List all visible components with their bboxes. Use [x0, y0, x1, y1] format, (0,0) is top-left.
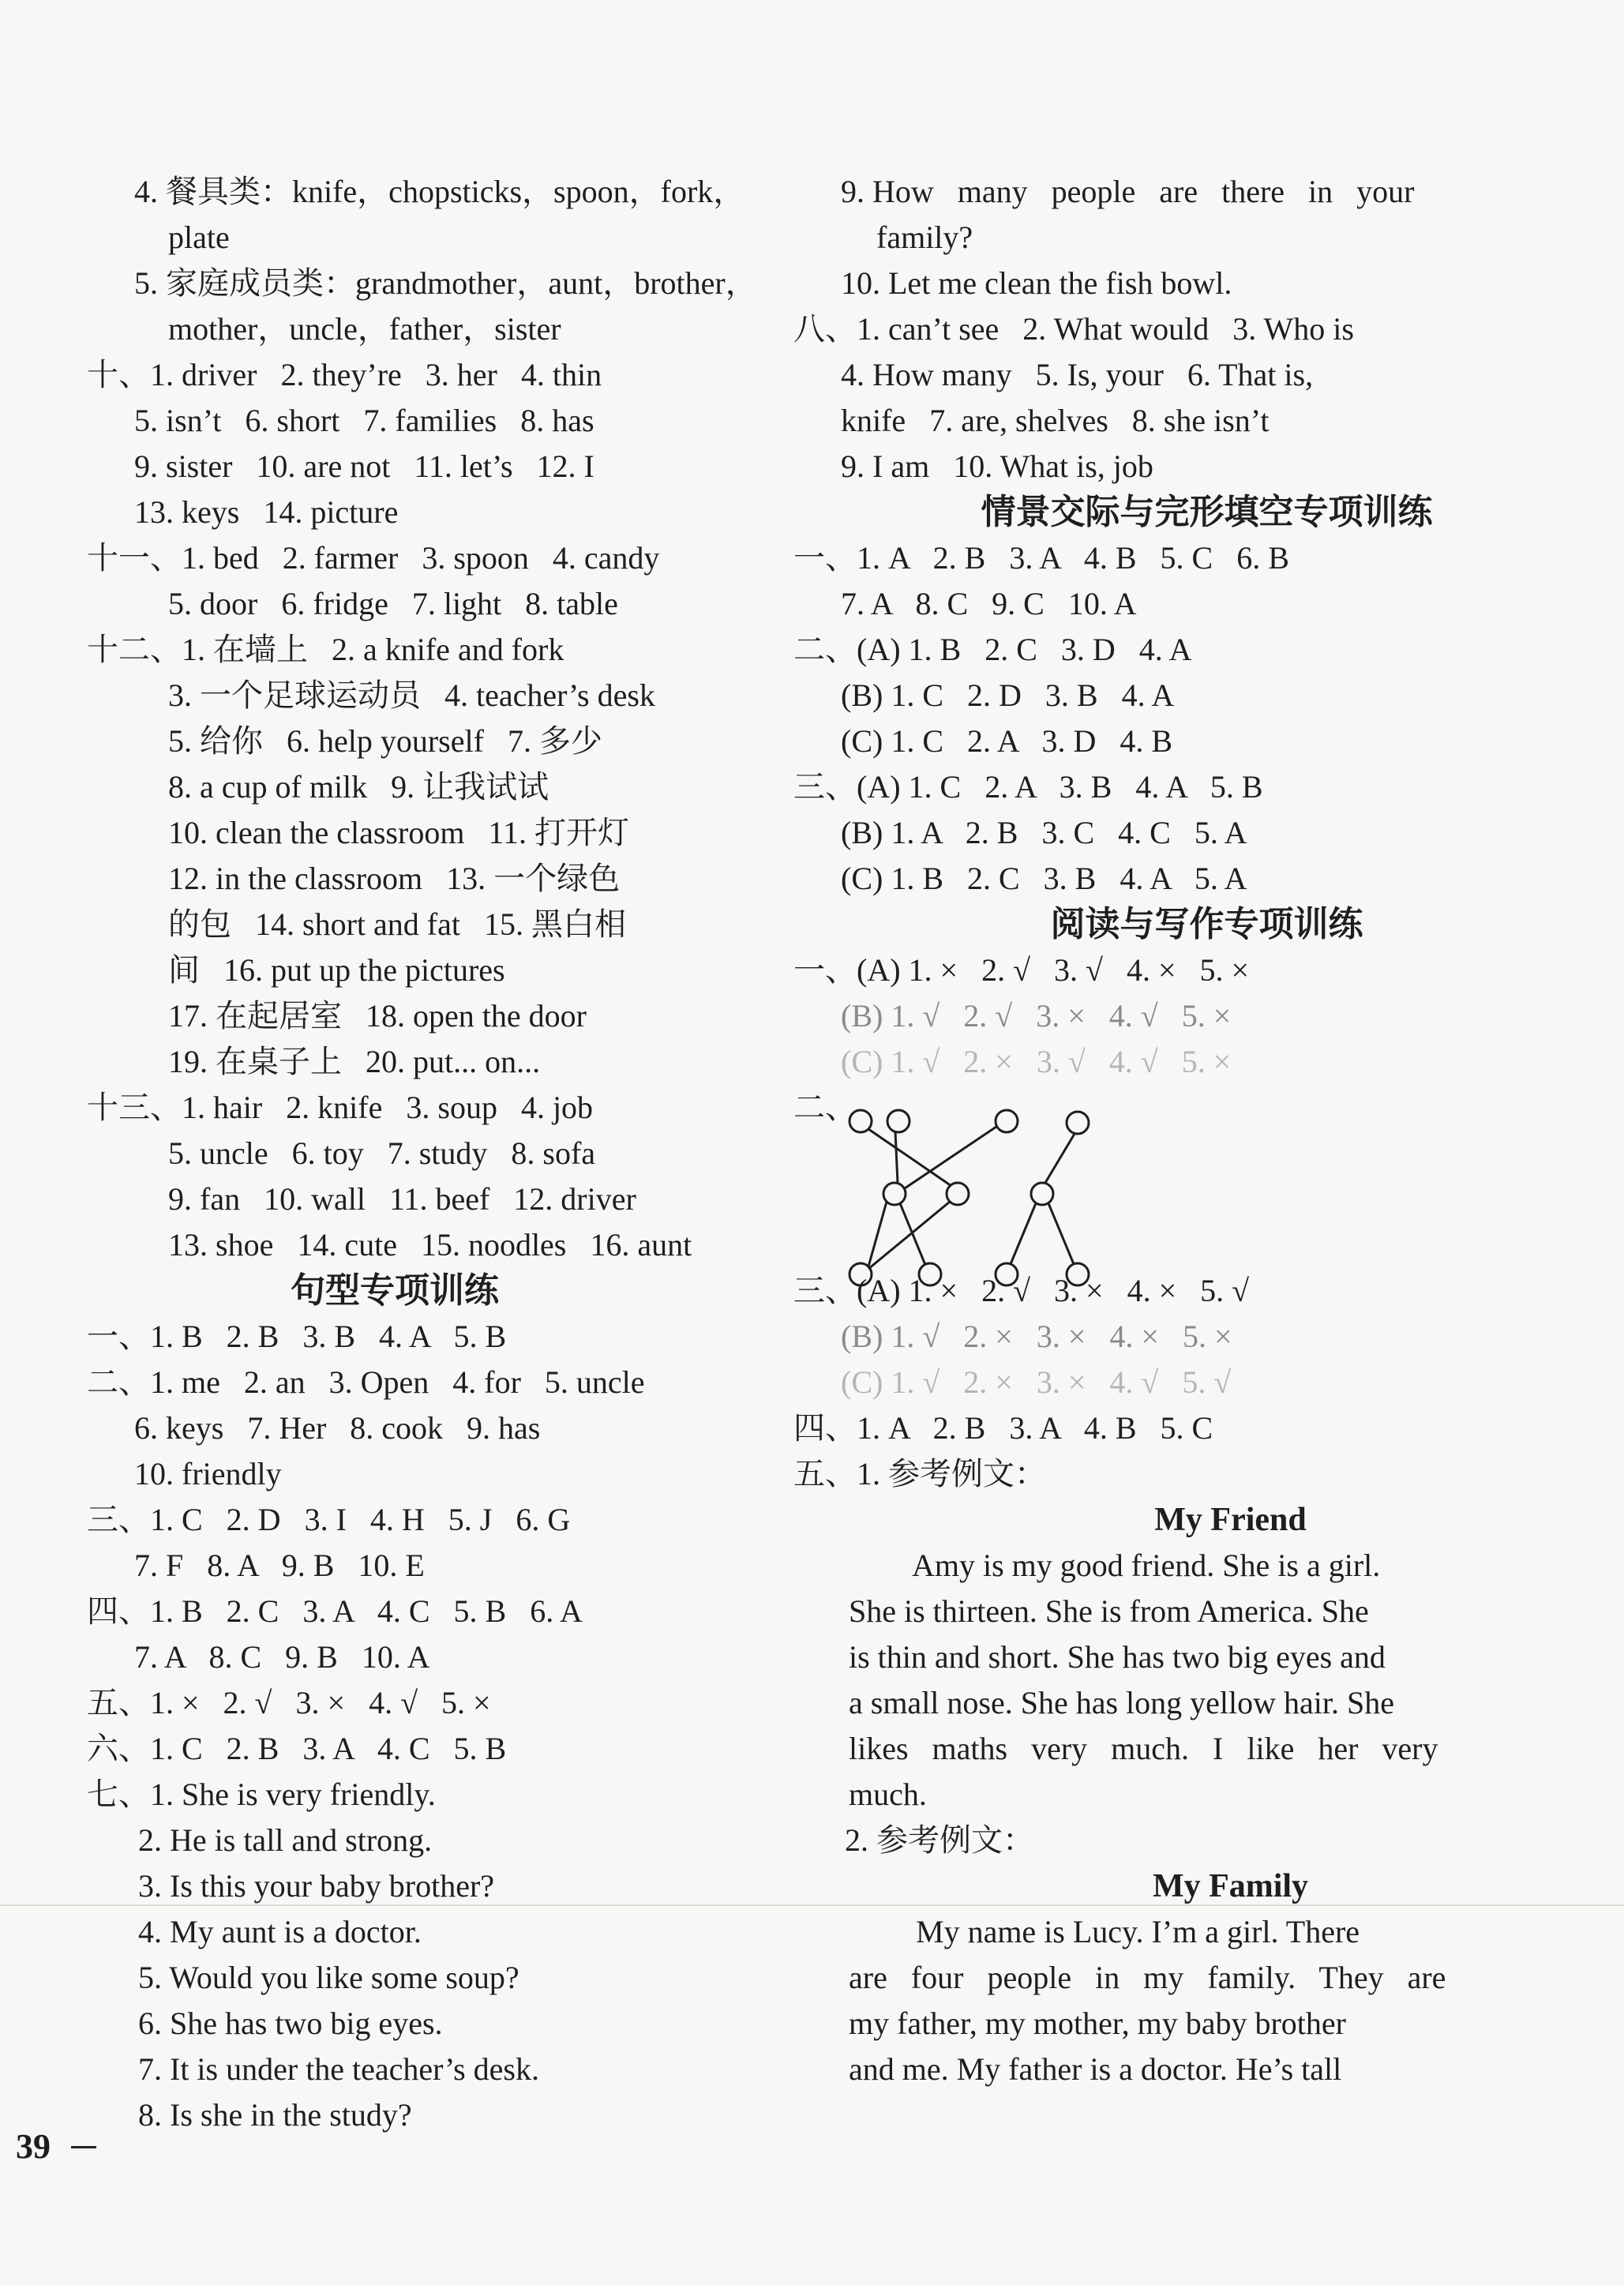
answer-line: 十一、1. bed 2. farmer 3. spoon 4. candy	[87, 540, 660, 576]
answer-line: 7. F 8. A 9. B 10. E	[134, 1548, 425, 1583]
answer-line: 三、(A) 1. × 2. √ 3. × 4. × 5. √	[793, 1273, 1250, 1308]
diagram-node	[887, 1110, 910, 1132]
answer-line: family?	[876, 219, 973, 255]
essay-title: My Friend	[1154, 1502, 1307, 1538]
answer-line: (C) 1. B 2. C 3. B 4. A 5. A	[841, 861, 1247, 896]
answer-line: Amy is my good friend. She is a girl.	[912, 1548, 1381, 1583]
matching-diagram	[797, 1105, 1145, 1295]
answer-line: are four people in my family. They are	[849, 1960, 1446, 1995]
answer-line: (C) 1. C 2. A 3. D 4. B	[841, 723, 1173, 759]
answer-line: 六、1. C 2. B 3. A 4. C 5. B	[87, 1731, 507, 1766]
answer-line: 一、1. A 2. B 3. A 4. B 5. C 6. B	[793, 540, 1289, 576]
answer-line: 5. 家庭成员类：grandmother，aunt，brother，	[134, 265, 757, 301]
answer-line: (B) 1. √ 2. √ 3. × 4. √ 5. ×	[841, 998, 1232, 1034]
diagram-node	[919, 1263, 941, 1285]
answer-line: 4. 餐具类：knife，chopsticks，spoon，fork，	[134, 174, 745, 209]
diagram-link	[900, 1203, 925, 1265]
diagram-link	[1048, 1203, 1074, 1264]
section-heading: 阅读与写作专项训练	[1050, 904, 1363, 944]
diagram-node	[996, 1110, 1018, 1132]
answer-line: 七、1. She is very friendly.	[87, 1777, 436, 1812]
answer-line: 4. How many 5. Is, your 6. That is,	[841, 357, 1314, 392]
answer-line: 3. 一个足球运动员 4. teacher’s desk	[168, 677, 655, 713]
answer-line: 一、1. B 2. B 3. B 4. A 5. B	[87, 1319, 507, 1354]
answer-line: 二、1. me 2. an 3. Open 4. for 5. uncle	[87, 1364, 645, 1400]
diagram-link	[895, 1131, 898, 1183]
answer-line: 10. friendly	[134, 1456, 282, 1491]
answer-line: 十、1. driver 2. they’re 3. her 4. thin	[87, 357, 602, 392]
section-heading: 情景交际与完形填空专项训练	[981, 492, 1433, 532]
diagram-link	[905, 1127, 996, 1188]
answer-line: 5. isn’t 6. short 7. families 8. has	[134, 403, 594, 438]
answer-line: (B) 1. C 2. D 3. B 4. A	[841, 677, 1175, 713]
answer-line: 6. She has two big eyes.	[138, 2005, 443, 2041]
answer-line: (B) 1. A 2. B 3. C 4. C 5. A	[841, 815, 1247, 850]
answer-line: 19. 在桌子上 20. put... on...	[168, 1044, 541, 1079]
answer-line: knife 7. are, shelves 8. she isn’t	[841, 403, 1270, 438]
answer-line: 三、(A) 1. C 2. A 3. B 4. A 5. B	[793, 769, 1263, 805]
answer-line: 9. How many people are there in your	[841, 174, 1415, 209]
answer-line: (B) 1. √ 2. × 3. × 4. × 5. ×	[841, 1319, 1232, 1354]
answer-line: 2. He is tall and strong.	[138, 1822, 433, 1858]
answer-line: 9. sister 10. are not 11. let’s 12. I	[134, 448, 594, 484]
answer-line: 7. A 8. C 9. B 10. A	[134, 1639, 430, 1675]
answer-line: 5. Would you like some soup?	[138, 1960, 519, 1995]
diagram-node	[1031, 1183, 1053, 1205]
diagram-node	[996, 1263, 1018, 1285]
answer-line: and me. My father is a doctor. He’s tall	[849, 2051, 1342, 2087]
answer-line: is thin and short. She has two big eyes and	[849, 1639, 1386, 1675]
answer-line: 8. a cup of milk 9. 让我试试	[168, 769, 549, 805]
diagram-link	[868, 1129, 951, 1186]
answer-line: 5. uncle 6. toy 7. study 8. sofa	[168, 1135, 596, 1171]
essay-title: My Family	[1152, 1868, 1309, 1904]
answer-line: 17. 在起居室 18. open the door	[168, 998, 587, 1034]
answer-line: 的包 14. short and fat 15. 黑白相	[168, 906, 626, 942]
diagram-node	[1067, 1112, 1089, 1134]
page-number: 39	[16, 2127, 51, 2166]
diagram-link	[868, 1202, 950, 1269]
answer-line: 四、1. A 2. B 3. A 4. B 5. C	[793, 1410, 1213, 1446]
answer-line: 4. My aunt is a doctor.	[138, 1914, 422, 1949]
answer-line: 10. clean the classroom 11. 打开灯	[168, 815, 629, 850]
answer-line: 9. I am 10. What is, job	[841, 448, 1153, 484]
answer-line: 13. keys 14. picture	[134, 494, 399, 530]
answer-line: 6. keys 7. Her 8. cook 9. has	[134, 1410, 541, 1446]
answer-line: (C) 1. √ 2. × 3. √ 4. √ 5. ×	[841, 1044, 1232, 1079]
answer-line: 3. Is this your baby brother?	[138, 1868, 495, 1904]
answer-line: 八、1. can’t see 2. What would 3. Who is	[793, 311, 1354, 347]
answer-line: 12. in the classroom 13. 一个绿色	[168, 861, 621, 896]
answer-line: mother，uncle，father，sister	[168, 311, 561, 347]
answer-line: 2. 参考例文：	[845, 1822, 1034, 1858]
diagram-node	[1067, 1263, 1089, 1285]
answer-line: My name is Lucy. I’m a girl. There	[916, 1914, 1360, 1949]
answer-line: (C) 1. √ 2. × 3. × 4. √ 5. √	[841, 1364, 1232, 1400]
answer-line: 二、	[793, 1090, 857, 1125]
answer-line: 二、(A) 1. B 2. C 3. D 4. A	[793, 632, 1192, 667]
answer-line: a small nose. She has long yellow hair. She	[849, 1685, 1395, 1720]
answer-line: 四、1. B 2. C 3. A 4. C 5. B 6. A	[87, 1593, 583, 1629]
diagram-node	[850, 1110, 872, 1132]
answer-line: 三、1. C 2. D 3. I 4. H 5. J 6. G	[87, 1502, 571, 1537]
answer-line: 间 16. put up the pictures	[168, 952, 505, 988]
answer-line: 7. It is under the teacher’s desk.	[138, 2051, 539, 2087]
diagram-node	[850, 1263, 872, 1285]
answer-line: 一、(A) 1. × 2. √ 3. √ 4. × 5. ×	[793, 952, 1250, 988]
answer-line: 五、1. 参考例文：	[793, 1456, 1046, 1491]
answer-line: 十三、1. hair 2. knife 3. soup 4. job	[87, 1090, 594, 1125]
answer-line: 7. A 8. C 9. C 10. A	[841, 586, 1137, 621]
answer-line: 五、1. × 2. √ 3. × 4. √ 5. ×	[87, 1685, 491, 1720]
answer-line: plate	[168, 219, 230, 255]
page-number-dash	[71, 2146, 96, 2148]
answer-line: 13. shoe 14. cute 15. noodles 16. aunt	[168, 1227, 692, 1263]
answer-line: 十二、1. 在墙上 2. a knife and fork	[87, 632, 564, 667]
answer-line: likes maths very much. I like her very	[849, 1731, 1438, 1766]
answer-line: 8. Is she in the study?	[138, 2097, 412, 2133]
answer-line: She is thirteen. She is from America. She	[849, 1593, 1369, 1629]
answer-line: my father, my mother, my baby brother	[849, 2005, 1346, 2041]
answer-line: 10. Let me clean the fish bowl.	[841, 265, 1232, 301]
diagram-node	[883, 1183, 906, 1205]
answer-line: 5. door 6. fridge 7. light 8. table	[168, 586, 618, 621]
answer-line: 5. 给你 6. help yourself 7. 多少	[168, 723, 602, 759]
answer-line: 9. fan 10. wall 11. beef 12. driver	[168, 1181, 636, 1217]
diagram-link	[1011, 1203, 1036, 1264]
page-fold-line	[0, 1904, 1624, 1906]
answer-line: much.	[849, 1777, 927, 1812]
diagram-link	[1045, 1134, 1075, 1183]
section-heading: 句型专项训练	[291, 1270, 499, 1311]
